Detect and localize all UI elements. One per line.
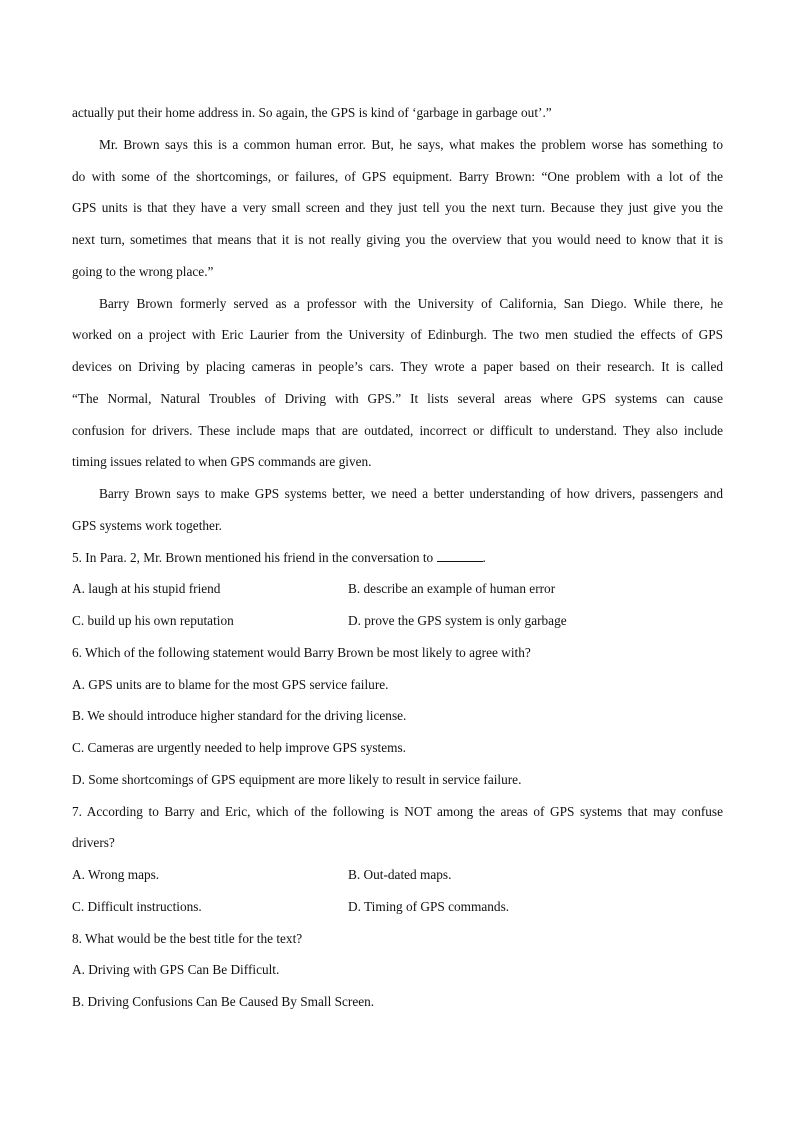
- option-row: [72, 605, 723, 637]
- option-d: D. prove the GPS system is only garbage: [348, 613, 567, 628]
- paragraph-line: going to the wrong place.”: [72, 263, 214, 279]
- paragraph-line: do with some of the shortcomings, or failures, of GPS equipment. Barry Brown: “One problem with a lot of the: [72, 168, 723, 184]
- question-5: [72, 542, 723, 637]
- question-stem: 7. According to Barry and Eric, which of the following is NOT among the areas of GPS systems that may confuse: [72, 803, 723, 819]
- paragraph-3: [72, 288, 723, 479]
- paragraph-1-tail: actually put their home address in. So again, the GPS is kind of ‘garbage in garbage out’.”: [72, 105, 552, 120]
- question-8: [72, 923, 723, 1018]
- option-a: A. GPS units are to blame for the most GPS service failure.: [72, 676, 389, 692]
- paragraph-line: worked on a project with Eric Laurier from the University of Edinburgh. The two men studied the effects of GPS: [72, 327, 723, 343]
- paragraph-line: Barry Brown says to make GPS systems better, we need a better understanding of how drivers, passengers and: [99, 486, 723, 501]
- option-b: B. Out-dated maps.: [348, 867, 452, 882]
- paragraph-line: confusion for drivers. These include maps that are outdated, incorrect or difficult to understand. They also include: [72, 422, 723, 438]
- question-stem: 8. What would be the best title for the text?: [72, 930, 303, 946]
- option-a: A. laugh at his stupid friend: [72, 581, 221, 597]
- option-d: D. Some shortcomings of GPS equipment are more likely to result in service failure.: [72, 771, 522, 787]
- paragraph-line: devices on Driving by placing cameras in people’s cars. They wrote a paper based on their research. It is called: [72, 359, 723, 374]
- paragraph-2: [72, 129, 723, 288]
- paragraph-line: next turn, sometimes that means that it is not really giving you the overview that you would need to know that it is: [72, 232, 723, 247]
- question-stem-text: 5. In Para. 2, Mr. Brown mentioned his friend in the conversation to: [72, 549, 434, 565]
- paragraph-line: timing issues related to when GPS commands are given.: [72, 454, 372, 470]
- option-row: [72, 891, 723, 923]
- option-b: B. Driving Confusions Can Be Caused By Small Screen.: [72, 994, 375, 1009]
- paragraph-4: [72, 478, 723, 542]
- option-c: C. Cameras are urgently needed to help improve GPS systems.: [72, 740, 406, 755]
- question-7: [72, 796, 723, 923]
- option-a: A. Driving with GPS Can Be Difficult.: [72, 962, 280, 978]
- paragraph-line: GPS units is that they have a very small screen and they just tell you the next turn. Because they just give you the: [72, 200, 723, 216]
- option-row: [72, 573, 723, 605]
- paragraph-line: Barry Brown formerly served as a professor with the University of California, San Diego. While there, he: [99, 295, 723, 311]
- paragraph-line: “The Normal, Natural Troubles of Driving with GPS.” It lists several areas where GPS systems can cause: [72, 390, 723, 406]
- option-row: [72, 859, 723, 891]
- question-stem-continued: drivers?: [72, 835, 115, 851]
- option-c: C. Difficult instructions.: [72, 898, 202, 914]
- question-6: [72, 637, 723, 796]
- answer-blank: [437, 547, 483, 562]
- option-d: D. Timing of GPS commands.: [348, 898, 510, 914]
- option-c: C. build up his own reputation: [72, 613, 234, 628]
- paragraph-line: Mr. Brown says this is a common human error. But, he says, what makes the problem worse has something to: [99, 136, 723, 152]
- document-page: [72, 97, 723, 1018]
- question-stem-end: .: [482, 549, 486, 565]
- question-stem: [72, 542, 723, 574]
- option-a: A. Wrong maps.: [72, 867, 160, 882]
- question-stem: 6. Which of the following statement would Barry Brown be most likely to agree with?: [72, 644, 531, 660]
- paragraph-line: GPS systems work together.: [72, 517, 222, 533]
- option-b: B. describe an example of human error: [348, 581, 556, 597]
- option-b: B. We should introduce higher standard for the driving license.: [72, 708, 407, 724]
